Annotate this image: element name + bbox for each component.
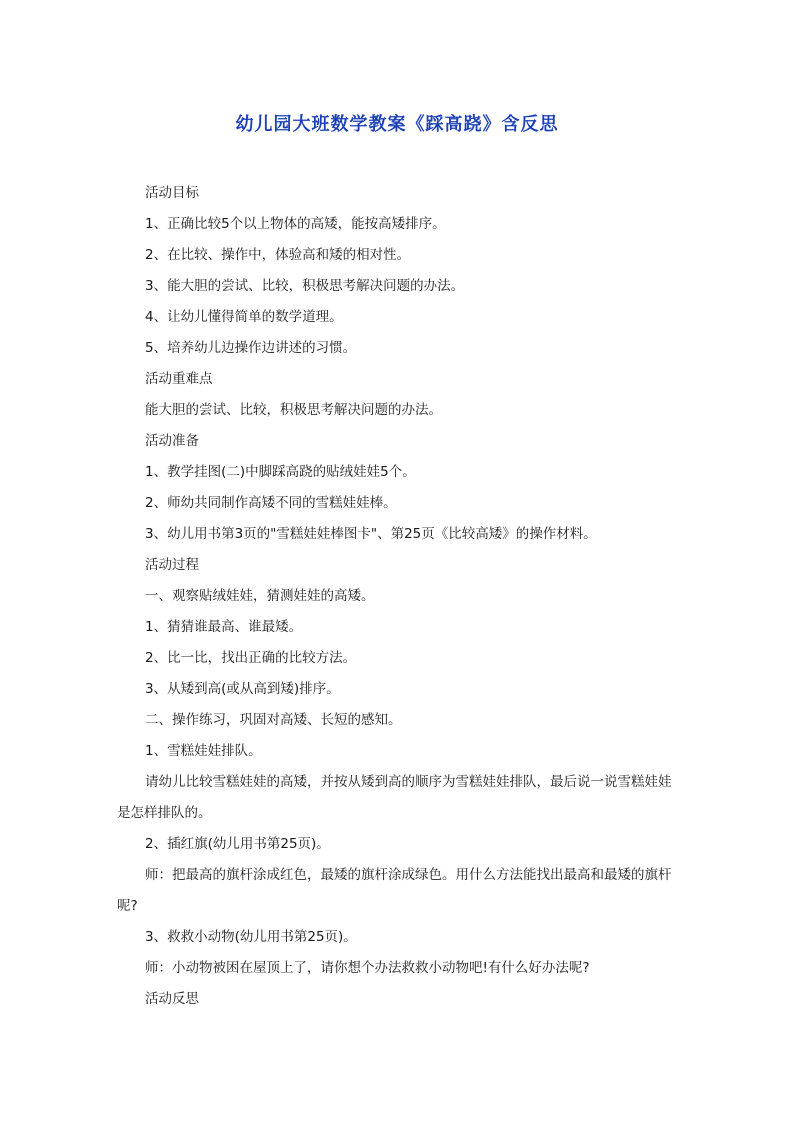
paragraph: 师：小动物被困在屋顶上了，请你想个办法救救小动物吧!有什么好办法呢? bbox=[145, 960, 590, 976]
paragraph: 3、幼儿用书第3页的"雪糕娃娃棒图卡"、第25页《比较高矮》的操作材料。 bbox=[145, 526, 597, 542]
paragraph: 二、操作练习，巩固对高矮、长短的感知。 bbox=[145, 712, 402, 728]
section-heading-key-points: 活动重难点 bbox=[145, 371, 213, 387]
section-heading-preparation: 活动准备 bbox=[145, 433, 199, 449]
paragraph: 2、插红旗(幼儿用书第25页)。 bbox=[145, 836, 330, 852]
paragraph: 1、正确比较5个以上物体的高矮，能按高矮排序。 bbox=[145, 216, 446, 232]
document-body bbox=[117, 178, 682, 1015]
paragraph: 一、观察贴绒娃娃，猜测娃娃的高矮。 bbox=[145, 588, 375, 604]
paragraph: 5、培养幼儿边操作边讲述的习惯。 bbox=[145, 340, 357, 356]
paragraph: 2、师幼共同制作高矮不同的雪糕娃娃棒。 bbox=[145, 495, 397, 511]
paragraph: 3、救救小动物(幼儿用书第25页)。 bbox=[145, 929, 357, 945]
paragraph: 能大胆的尝试、比较，积极思考解决问题的办法。 bbox=[145, 402, 442, 418]
paragraph: 1、雪糕娃娃排队。 bbox=[145, 743, 262, 759]
paragraph: 师：把最高的旗杆涂成红色，最矮的旗杆涂成绿色。用什么方法能找出最高和最矮的旗杆呢? bbox=[117, 867, 672, 914]
section-heading-reflection: 活动反思 bbox=[145, 991, 199, 1007]
paragraph: 请幼儿比较雪糕娃娃的高矮，并按从矮到高的顺序为雪糕娃娃排队，最后说一说雪糕娃娃是怎样排队的。 bbox=[117, 774, 672, 821]
page-title: 幼儿园大班数学教案《踩高跷》含反思 bbox=[235, 114, 559, 135]
paragraph: 4、让幼儿懂得简单的数学道理。 bbox=[145, 309, 343, 325]
paragraph: 3、能大胆的尝试、比较，积极思考解决问题的办法。 bbox=[145, 278, 465, 294]
paragraph: 3、从矮到高(或从高到矮)排序。 bbox=[145, 681, 340, 697]
section-heading-process: 活动过程 bbox=[145, 557, 199, 573]
paragraph: 2、比一比，找出正确的比较方法。 bbox=[145, 650, 357, 666]
paragraph: 1、猜猜谁最高、谁最矮。 bbox=[145, 619, 303, 635]
paragraph: 2、在比较、操作中，体验高和矮的相对性。 bbox=[145, 247, 411, 263]
section-heading-goals: 活动目标 bbox=[145, 185, 199, 201]
paragraph: 1、教学挂图(二)中脚踩高跷的贴绒娃娃5个。 bbox=[145, 464, 416, 480]
